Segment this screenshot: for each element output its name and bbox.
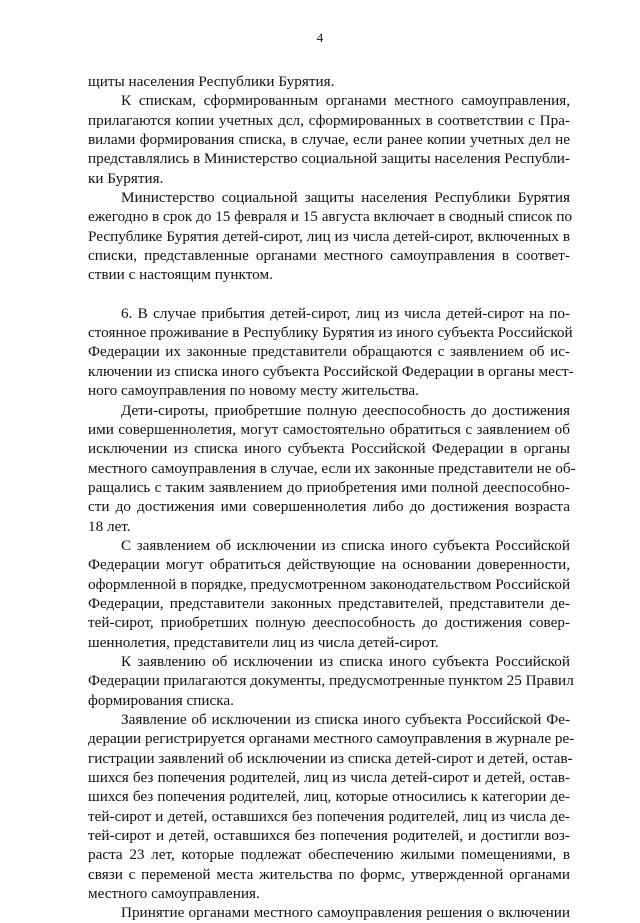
text-line: Министерство социальной защиты населения Республики Бурятия — [121, 189, 570, 207]
text-line: Заявление об исключении из списка иного субъекта Российской Фе- — [121, 711, 570, 728]
text-line: прилагаются копии учетных дсл, сформированных в соответствии с Пра- — [88, 111, 570, 129]
paragraph-gap — [88, 285, 570, 304]
text-line: К спискам, сформированным органами местного самоуправления, — [121, 92, 570, 110]
text-line: исключении из списка иного субъекта Российской Федерации в органы — [88, 440, 570, 458]
text-line: ключении из списка иного субъекта Российской Федерации в органы мест- — [88, 362, 574, 380]
text-line: шихся без попечения родителей, лиц, которые относились к категории де- — [88, 788, 570, 806]
paragraph — [88, 72, 570, 91]
text-line: К заявлению об исключении из списка иного субъекта Российской — [121, 652, 570, 670]
text-line: ного самоуправления по новому месту жительства. — [88, 382, 419, 400]
text-line: ствии с настоящим пунктом. — [88, 266, 273, 284]
text-line: ежегодно в срок до 15 февраля и 15 августа включает в сводный список по — [88, 208, 573, 226]
paragraph — [88, 304, 574, 401]
text-line: щиты населения Республики Бурятия. — [88, 73, 335, 90]
text-line: формирования списка. — [88, 691, 234, 709]
text-line: тей-сирот и детей, оставшихся без попечения родителей, лиц из числа де- — [88, 807, 570, 825]
paragraph — [88, 91, 570, 188]
text-line: 6. В случае прибытия детей-сирот, лиц из числа детей-сирот на по- — [121, 304, 570, 322]
text-line: шихся без попечения родителей, лиц из числа детей-сирот и детей, остав- — [88, 769, 570, 787]
text-line: гистрации заявлений об исключении из списка детей-сирот и детей, остав- — [88, 749, 573, 767]
paragraph — [88, 188, 573, 285]
text-line: сти до достижения ими совершеннолетия либо до достижения возраста — [88, 498, 570, 516]
text-line: ращались с таким заявлением до приобретения ими полной дееспособно- — [88, 478, 570, 496]
text-line: Федерации, представители законных представителей, представители де- — [88, 594, 570, 612]
text-line: ими совершеннолетия, могут самостоятельно обратиться с заявлением об — [88, 420, 570, 438]
paragraph — [88, 652, 574, 710]
text-line: связи с переменой места жительства по формс, утвержденной органами — [88, 865, 570, 883]
paragraph — [88, 401, 576, 536]
text-line: дерации регистрируется органами местного самоуправления в журнале ре- — [88, 730, 575, 748]
text-line: местного самоуправления в случае, если их законные представители не об- — [88, 459, 576, 477]
text-line: тей-сирот, приобретших полную дееспособность до достижения совер- — [88, 614, 570, 632]
text-line: вилами формирования списка, в случае, если ранее копии учетных дел не — [88, 131, 570, 149]
text-line: шеннолетия, представители лиц из числа детей-сирот. — [88, 633, 439, 651]
text-line: Дети-сироты, приобретшие полную дееспособность до достижения — [121, 401, 570, 419]
paragraph — [88, 903, 570, 922]
paragraph — [88, 536, 570, 652]
text-line: Принятие органами местного самоуправления решения о включении — [121, 904, 570, 922]
text-line: списки, представленные органами местного самоуправления в соответ- — [88, 247, 570, 265]
text-line: представлялись в Министерство социальной защиты населения Республи- — [88, 150, 570, 168]
document-body — [88, 72, 576, 923]
paragraph — [88, 710, 575, 903]
text-line: стоянное проживание в Республику Бурятия из иного субъекта Российской — [88, 324, 573, 342]
page-number: 4 — [316, 30, 324, 45]
text-line: раста 23 лет, которые подлежат обеспечению жилыми помещениями, в — [88, 846, 570, 864]
text-line: Республике Бурятия детей-сирот, лиц из числа детей-сирот, включенных в — [88, 227, 570, 245]
text-line: Федерации могут обратиться действующие на основании доверенности, — [88, 556, 570, 574]
text-line: Федерации прилагаются документы, предусмотренные пунктом 25 Правил — [88, 672, 574, 690]
text-line: 18 лет. — [88, 517, 131, 535]
text-line: оформленной в порядке, предусмотренном законодательством Российской — [88, 575, 571, 593]
text-line: местного самоуправления. — [88, 885, 260, 903]
text-line: Федерации их законные представители обращаются с заявлением об ис- — [88, 343, 570, 361]
text-line: ки Бурятия. — [88, 169, 164, 187]
text-line: тей-сирот и детей, оставшихся без попечения родителей, и достигли воз- — [88, 827, 570, 845]
text-line: С заявлением об исключении из списка иного субъекта Российской — [121, 536, 570, 554]
